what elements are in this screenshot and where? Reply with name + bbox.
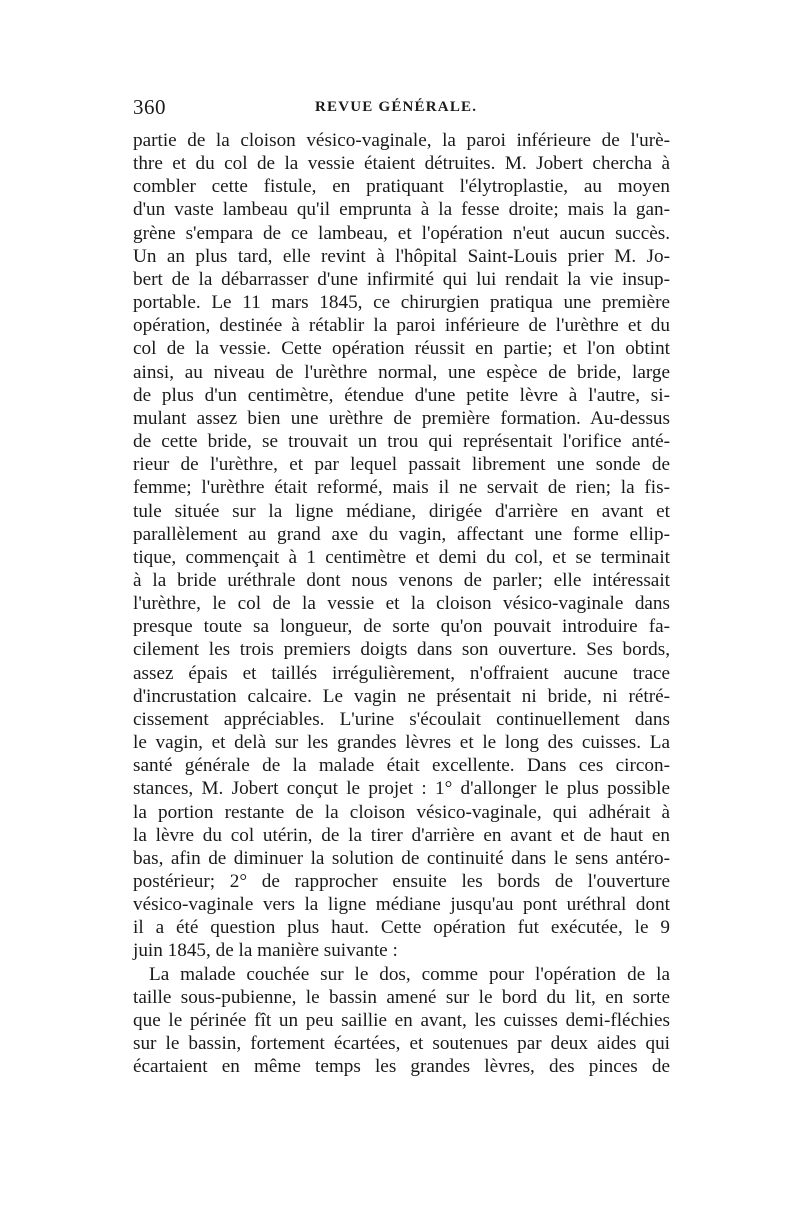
text-line: à la bride uréthrale dont nous venons de parler; elle intéressait	[133, 569, 670, 591]
text-line: postérieur; 2° de rapprocher ensuite les bords de l'ouverture	[133, 871, 670, 892]
text-line: santé générale de la malade était excellente. Dans ces circon-	[133, 755, 670, 777]
text-line: tique, commençait à 1 centimètre et demi du col, et se terminait	[133, 546, 670, 568]
text-line: la lèvre du col utérin, de la tirer d'arrière en avant et de haut en	[133, 824, 670, 846]
text-line: écartaient en même temps les grandes lèvres, des pinces de	[133, 1056, 670, 1078]
text-line: mulant assez bien une urèthre de première formation. Au-dessus	[133, 407, 670, 429]
paragraph	[133, 129, 670, 963]
text-line: combler cette fistule, en pratiquant l'élytroplastie, au moyen	[133, 176, 670, 198]
text-line: d'incrustation calcaire. Le vagin ne présentait ni bride, ni rétré-	[133, 685, 670, 707]
text-line: femme; l'urèthre était reformé, mais il ne servait de rien; la fis-	[133, 477, 670, 499]
book-page	[133, 95, 670, 1078]
paragraph	[133, 963, 670, 1079]
text-line: taille sous-pubienne, le bassin amené sur le bord du lit, en sorte	[133, 986, 670, 1008]
text-line: de plus d'un centimètre, étendue d'une petite lèvre à l'autre, si-	[133, 384, 670, 406]
text-line: stances, M. Jobert conçut le projet : 1° d'allonger le plus possible	[133, 778, 670, 800]
text-line: bert de la débarrasser d'une infirmité qui lui rendait la vie insup-	[133, 268, 670, 290]
text-line: d'un vaste lambeau qu'il emprunta à la fesse droite; mais la gan-	[133, 199, 670, 221]
text-line: l'urèthre, le col de la vessie et la cloison vésico-vaginale dans	[133, 593, 670, 615]
text-line: bas, afin de diminuer la solution de continuité dans le sens antéro-	[133, 847, 670, 869]
text-line: partie de la cloison vésico-vaginale, la paroi inférieure de l'urè-	[133, 130, 670, 151]
text-line: rieur de l'urèthre, et par lequel passait librement une sonde de	[133, 454, 670, 476]
text-line: Un an plus tard, elle revint à l'hôpital Saint-Louis prier M. Jo-	[133, 245, 670, 267]
running-head	[133, 95, 670, 129]
text-line: sur le bassin, fortement écartées, et soutenues par deux aides qui	[133, 1033, 670, 1055]
body-text	[133, 129, 670, 1078]
text-line: presque toute sa longueur, de sorte qu'on pouvait introduire fa-	[133, 616, 670, 638]
text-line: thre et du col de la vessie étaient détruites. M. Jobert chercha à	[133, 153, 670, 175]
text-line: de cette bride, se trouvait un trou qui représentait l'orifice anté-	[133, 431, 670, 453]
text-line: col de la vessie. Cette opération réussit en partie; et l'on obtint	[133, 338, 670, 360]
text-line: vésico-vaginale vers la ligne médiane jusqu'au pont uréthral dont	[133, 894, 670, 916]
page-number: 360	[133, 95, 166, 119]
text-line: grène s'empara de ce lambeau, et l'opération n'eut aucun succès.	[133, 222, 670, 244]
text-line: la portion restante de la cloison vésico-vaginale, qui adhérait à	[133, 801, 670, 823]
text-line: cissement appréciables. L'urine s'écoulait continuellement dans	[133, 708, 670, 730]
text-line: assez épais et taillés irrégulièrement, n'offraient aucune trace	[133, 662, 670, 684]
text-line: La malade couchée sur le dos, comme pour l'opération de la	[149, 963, 670, 985]
text-line: portable. Le 11 mars 1845, ce chirurgien pratiqua une première	[133, 292, 670, 314]
text-line: que le périnée fît un peu saillie en avant, les cuisses demi-fléchies	[133, 1009, 670, 1031]
text-line: cilement les trois premiers doigts dans son ouverture. Ses bords,	[133, 639, 670, 661]
text-line: opération, destinée à rétablir la paroi inférieure de l'urèthre et du	[133, 315, 670, 337]
text-line: ainsi, au niveau de l'urèthre normal, une espèce de bride, large	[133, 361, 670, 383]
text-line: il a été question plus haut. Cette opération fut exécutée, le 9	[133, 917, 670, 939]
text-line: tule située sur la ligne médiane, dirigée d'arrière en avant et	[133, 500, 670, 522]
text-line: le vagin, et delà sur les grandes lèvres et le long des cuisses. La	[133, 732, 670, 754]
text-line: juin 1845, de la manière suivante :	[133, 940, 398, 962]
running-title: REVUE GÉNÉRALE.	[315, 99, 478, 115]
text-line: parallèlement au grand axe du vagin, affectant une forme ellip-	[133, 523, 670, 545]
